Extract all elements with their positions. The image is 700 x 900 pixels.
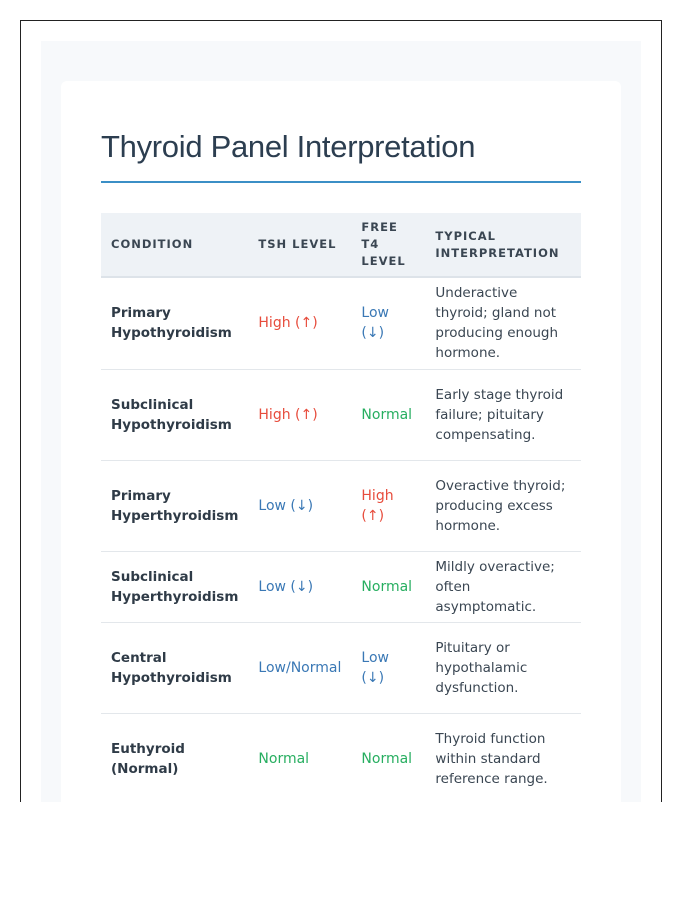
interpretation-cell: Overactive thyroid; producing excess hormone.	[425, 460, 581, 551]
condition-cell: Subclinical Hyperthyroidism	[101, 551, 248, 622]
interpretation-cell: Pituitary or hypothalamic dysfunction.	[425, 622, 581, 713]
free-t4-cell: Low (↓)	[351, 622, 425, 713]
tsh-cell: High (↑)	[248, 369, 351, 460]
condition-cell: Primary Hypothyroidism	[101, 277, 248, 369]
tsh-cell: Low (↓)	[248, 460, 351, 551]
table-row	[101, 460, 581, 551]
header-tsh: TSH LEVEL	[248, 213, 351, 277]
free-t4-cell: Normal	[351, 713, 425, 802]
tsh-cell: Low (↓)	[248, 551, 351, 622]
content-card	[61, 81, 621, 802]
interpretation-cell: Early stage thyroid failure; pituitary compensating.	[425, 369, 581, 460]
table-row	[101, 369, 581, 460]
header-free-t4: FREE T4 LEVEL	[351, 213, 425, 277]
table-row	[101, 622, 581, 713]
free-t4-cell: High (↑)	[351, 460, 425, 551]
title-underline	[101, 181, 581, 183]
interpretation-cell: Underactive thyroid; gland not producing enough hormone.	[425, 277, 581, 369]
condition-cell: Primary Hyperthyroidism	[101, 460, 248, 551]
interpretation-cell: Thyroid function within standard reference range.	[425, 713, 581, 802]
header-interpretation: TYPICAL INTERPRETATION	[425, 213, 581, 277]
header-condition: CONDITION	[101, 213, 248, 277]
condition-cell: Central Hypothyroidism	[101, 622, 248, 713]
page-frame	[20, 20, 662, 802]
free-t4-cell: Normal	[351, 551, 425, 622]
table-row	[101, 277, 581, 369]
tsh-cell: High (↑)	[248, 277, 351, 369]
free-t4-cell: Normal	[351, 369, 425, 460]
table-row	[101, 551, 581, 622]
thyroid-table	[101, 213, 581, 802]
page-background	[41, 41, 641, 802]
table-header-row	[101, 213, 581, 277]
condition-cell: Euthyroid (Normal)	[101, 713, 248, 802]
tsh-cell: Normal	[248, 713, 351, 802]
interpretation-cell: Mildly overactive; often asymptomatic.	[425, 551, 581, 622]
table-row	[101, 713, 581, 802]
free-t4-cell: Low (↓)	[351, 277, 425, 369]
page-title: Thyroid Panel Interpretation	[101, 129, 476, 164]
condition-cell: Subclinical Hypothyroidism	[101, 369, 248, 460]
tsh-cell: Low/Normal	[248, 622, 351, 713]
